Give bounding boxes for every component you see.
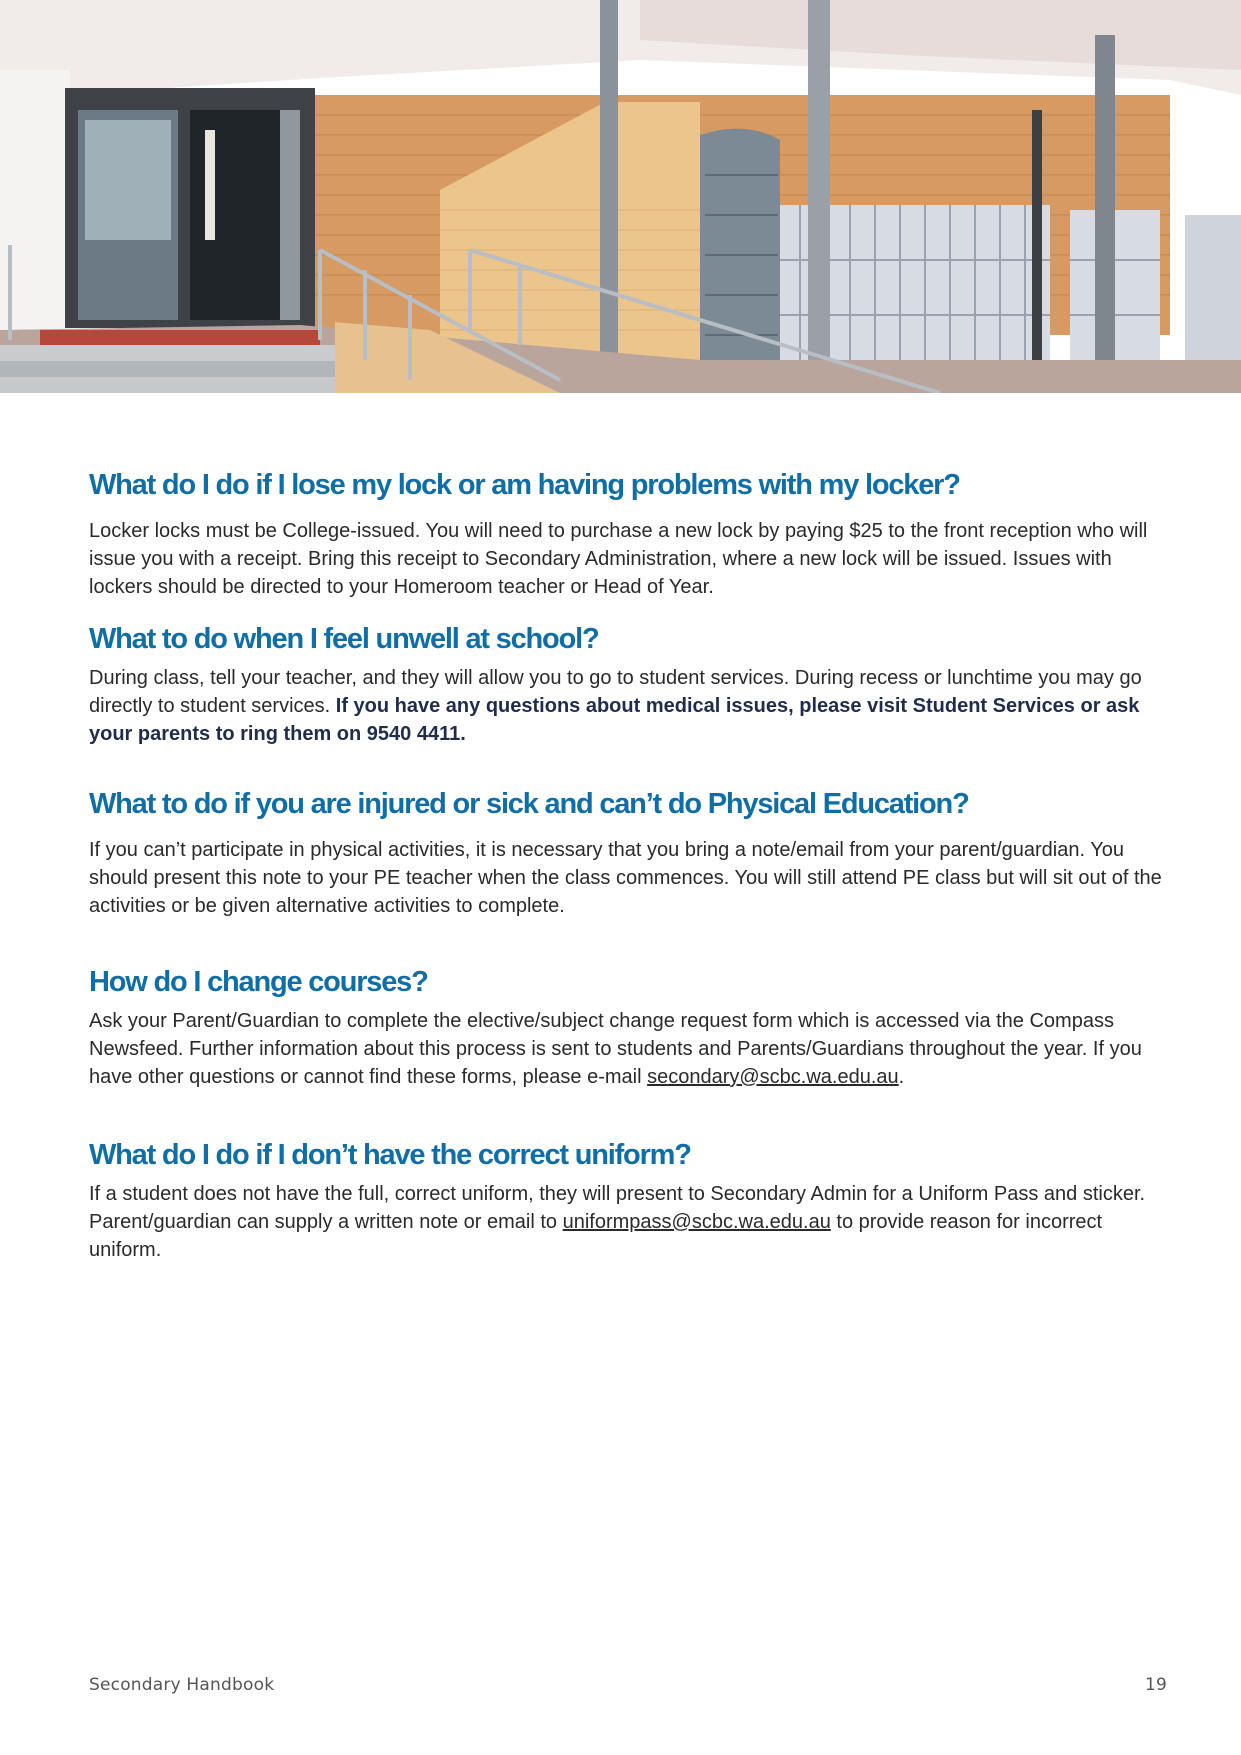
faq-question-pe: What to do if you are injured or sick and can’t do Physical Education? [89,788,969,820]
faq-uniform-section [89,1140,1164,1264]
faq-courses-section [89,967,1164,1140]
footer-title: Secondary Handbook [89,1675,275,1695]
faq-answer-pe: If you can’t participate in physical activities, it is necessary that you bring a note/email from your parent/guardian. You should present this note to your PE teacher when the class commences. You will still attend PE class but will sit out of the activities or be given alternative activities to complete. [89,838,1162,917]
faq-answer-uniform [89,1180,1164,1264]
faq-answer-unwell-bold: If you have any questions about medical issues, please visit Student Services or ask your parents to ring them on 9540 4411. [89,694,1140,745]
faq-pe-section [89,789,1164,967]
faq-answer-uniform-end: to provide reason for incorrect uniform. [89,1210,1103,1261]
secondary-email-link[interactable]: secondary@scbc.wa.edu.au [647,1065,899,1088]
faq-content [89,470,1164,1264]
page-number: 19 [1144,1675,1167,1695]
faq-unwell-section [89,624,1164,789]
faq-answer-courses-text: Ask your Parent/Guardian to complete the elective/subject change request form which is accessed via the Compass Newsfeed. Further information about this process is sent to students and Parents/Guardians throughout the year. If you have other questions or cannot find these forms, please e-mail [89,1009,1142,1088]
faq-answer-courses [89,1007,1164,1091]
uniformpass-email-link[interactable]: uniformpass@scbc.wa.edu.au [562,1210,831,1233]
faq-answer-lock: Locker locks must be College-issued. You will need to purchase a new lock by paying $25 to the front reception who will issue you with a receipt. Bring this receipt to Secondary Administration, where a new lock will be issued. Issues with lockers should be directed to your Homeroom teacher or Head of Year. [89,519,1148,598]
faq-answer-courses-end: . [898,1065,905,1088]
faq-question-courses: How do I change courses? [89,966,428,998]
faq-question-unwell: What to do when I feel unwell at school? [89,623,599,655]
faq-answer-unwell-text: During class, tell your teacher, and they will allow you to go to student services. During recess or lunchtime you may go directly to student services. [89,666,1142,717]
faq-answer-unwell [89,664,1164,748]
faq-lock-section [89,470,1164,612]
faq-question-lock: What do I do if I lose my lock or am having problems with my locker? [89,469,960,501]
hero-photo [0,0,1241,393]
faq-question-uniform: What do I do if I don’t have the correct uniform? [89,1139,691,1171]
school-lockers-photo-icon [0,0,1241,393]
faq-answer-uniform-text: If a student does not have the full, correct uniform, they will present to Secondary Admin for a Uniform Pass and sticker. Parent/guardian can supply a written note or email to [89,1182,1146,1233]
